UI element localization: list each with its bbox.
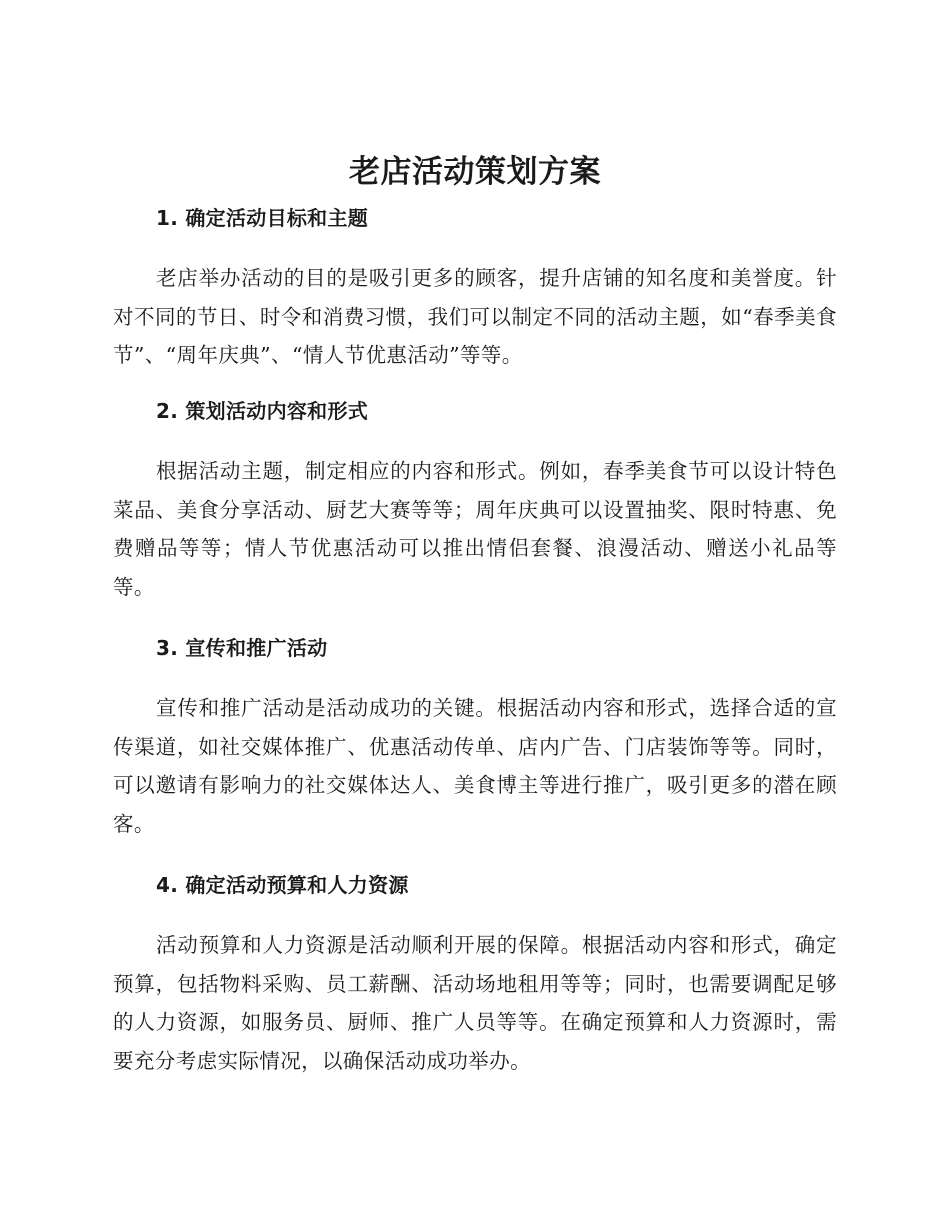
section-body: 活动预算和人力资源是活动顺利开展的保障。根据活动内容和形式，确定预算，包括物料采购、员工薪酬、活动场地租用等等；同时，也需要调配足够的人力资源，如服务员、厨师、推广人员等等。在确定预算和人力资源时，需要充分考虑实际情况，以确保活动成功举办。: [113, 933, 837, 1073]
section-4: [113, 870, 837, 1080]
document-title: 老店活动策划方案: [349, 154, 601, 190]
section-body: 根据活动主题，制定相应的内容和形式。例如，春季美食节可以设计特色菜品、美食分享活动、厨艺大赛等等；周年庆典可以设置抽奖、限时特惠、免费赠品等等；情人节优惠活动可以推出情侣套餐、浪漫活动、赠送小礼品等等。: [113, 459, 837, 599]
section-body: 老店举办活动的目的是吸引更多的顾客，提升店铺的知名度和美誉度。针对不同的节日、时令和消费习惯，我们可以制定不同的活动主题，如“春季美食节”、“周年庆典”、“情人节优惠活动”等等。: [113, 266, 837, 367]
section-heading: 2. 策划活动内容和形式: [156, 399, 369, 423]
section-body: 宣传和推广活动是活动成功的关键。根据活动内容和形式，选择合适的宣传渠道，如社交媒体推广、优惠活动传单、店内广告、门店装饰等等。同时，可以邀请有影响力的社交媒体达人、美食博主等进行推广，吸引更多的潜在顾客。: [113, 696, 837, 836]
section-heading: 1. 确定活动目标和主题: [156, 206, 369, 230]
section-heading: 4. 确定活动预算和人力资源: [156, 873, 409, 897]
section-1: [113, 203, 837, 375]
section-3: [113, 633, 837, 843]
section-2: [113, 396, 837, 606]
section-heading: 3. 宣传和推广活动: [156, 636, 328, 660]
